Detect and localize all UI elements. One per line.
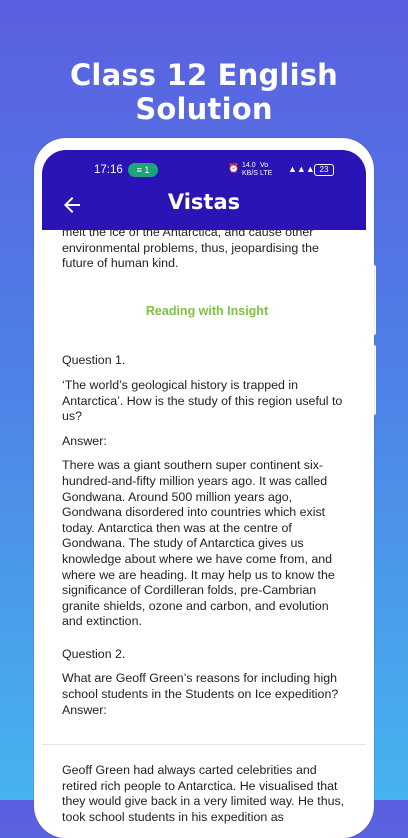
question-2-label: Question 2. — [62, 646, 126, 661]
notification-count: 1 — [144, 165, 150, 175]
alarm-icon: ⏰ — [228, 163, 241, 173]
answer-1-text: There was a giant southern super continent six-hundred-and-fifty million years ago. It was called Gondwana. Around 500 million years ago, Gondwana disordered into countries which exist today. Antarctica then was at the centre of Gondwana. The study of Antarctica gives us knowledge about where we have come from, and where we are heading. It may help us to know the significance of Cordilleran folds, pre-Cambrian granite shields, ozone and carbon, and evolution and extinction. — [62, 458, 335, 629]
phone-frame — [34, 138, 374, 838]
content-scroll-area[interactable] — [62, 225, 352, 826]
status-time: 17:16 — [94, 164, 123, 176]
promo-headline: Class 12 English Solution — [69, 58, 339, 126]
section-title: Reading with Insight — [145, 303, 269, 318]
app-bar — [42, 150, 366, 230]
spacer — [62, 425, 352, 434]
battery-icon — [314, 164, 334, 176]
divider — [42, 744, 366, 745]
battery-level: 23 — [319, 165, 329, 174]
answer-2-text: Geoff Green had always carted celebrities and retired rich people to Antarctica. He visualised that they would give back in a very limited way. He thus, took school students in his expedition as — [62, 763, 345, 825]
status-bar — [42, 150, 366, 178]
phone-screen — [42, 150, 366, 838]
question-1-text: ‘The world’s geological history is trapped in Antarctica’. How is the study of this region useful to us? — [62, 377, 343, 424]
network-type: Vo LTE — [260, 162, 273, 177]
question-2-text: What are Geoff Green’s reasons for including high school students in the Students on Ice expedition? — [62, 671, 339, 702]
spacer — [62, 449, 352, 458]
notification-icon: ≡ — [136, 165, 142, 175]
page-title: Vistas — [167, 190, 241, 214]
question-1-label: Question 1. — [62, 353, 126, 368]
answer-2-label: Answer: — [62, 702, 107, 717]
notification-pill — [128, 163, 158, 177]
network-speed: 14.0 KB/S — [242, 162, 258, 177]
spacer — [62, 630, 352, 647]
intro-fragment: melt the ice of the Antarctica, and cause other environmental problems, thus, jeopardising the future of human kind. — [62, 225, 319, 271]
answer-1-label: Answer: — [62, 433, 107, 448]
signal-icon: ▲▲▲ — [288, 164, 315, 174]
